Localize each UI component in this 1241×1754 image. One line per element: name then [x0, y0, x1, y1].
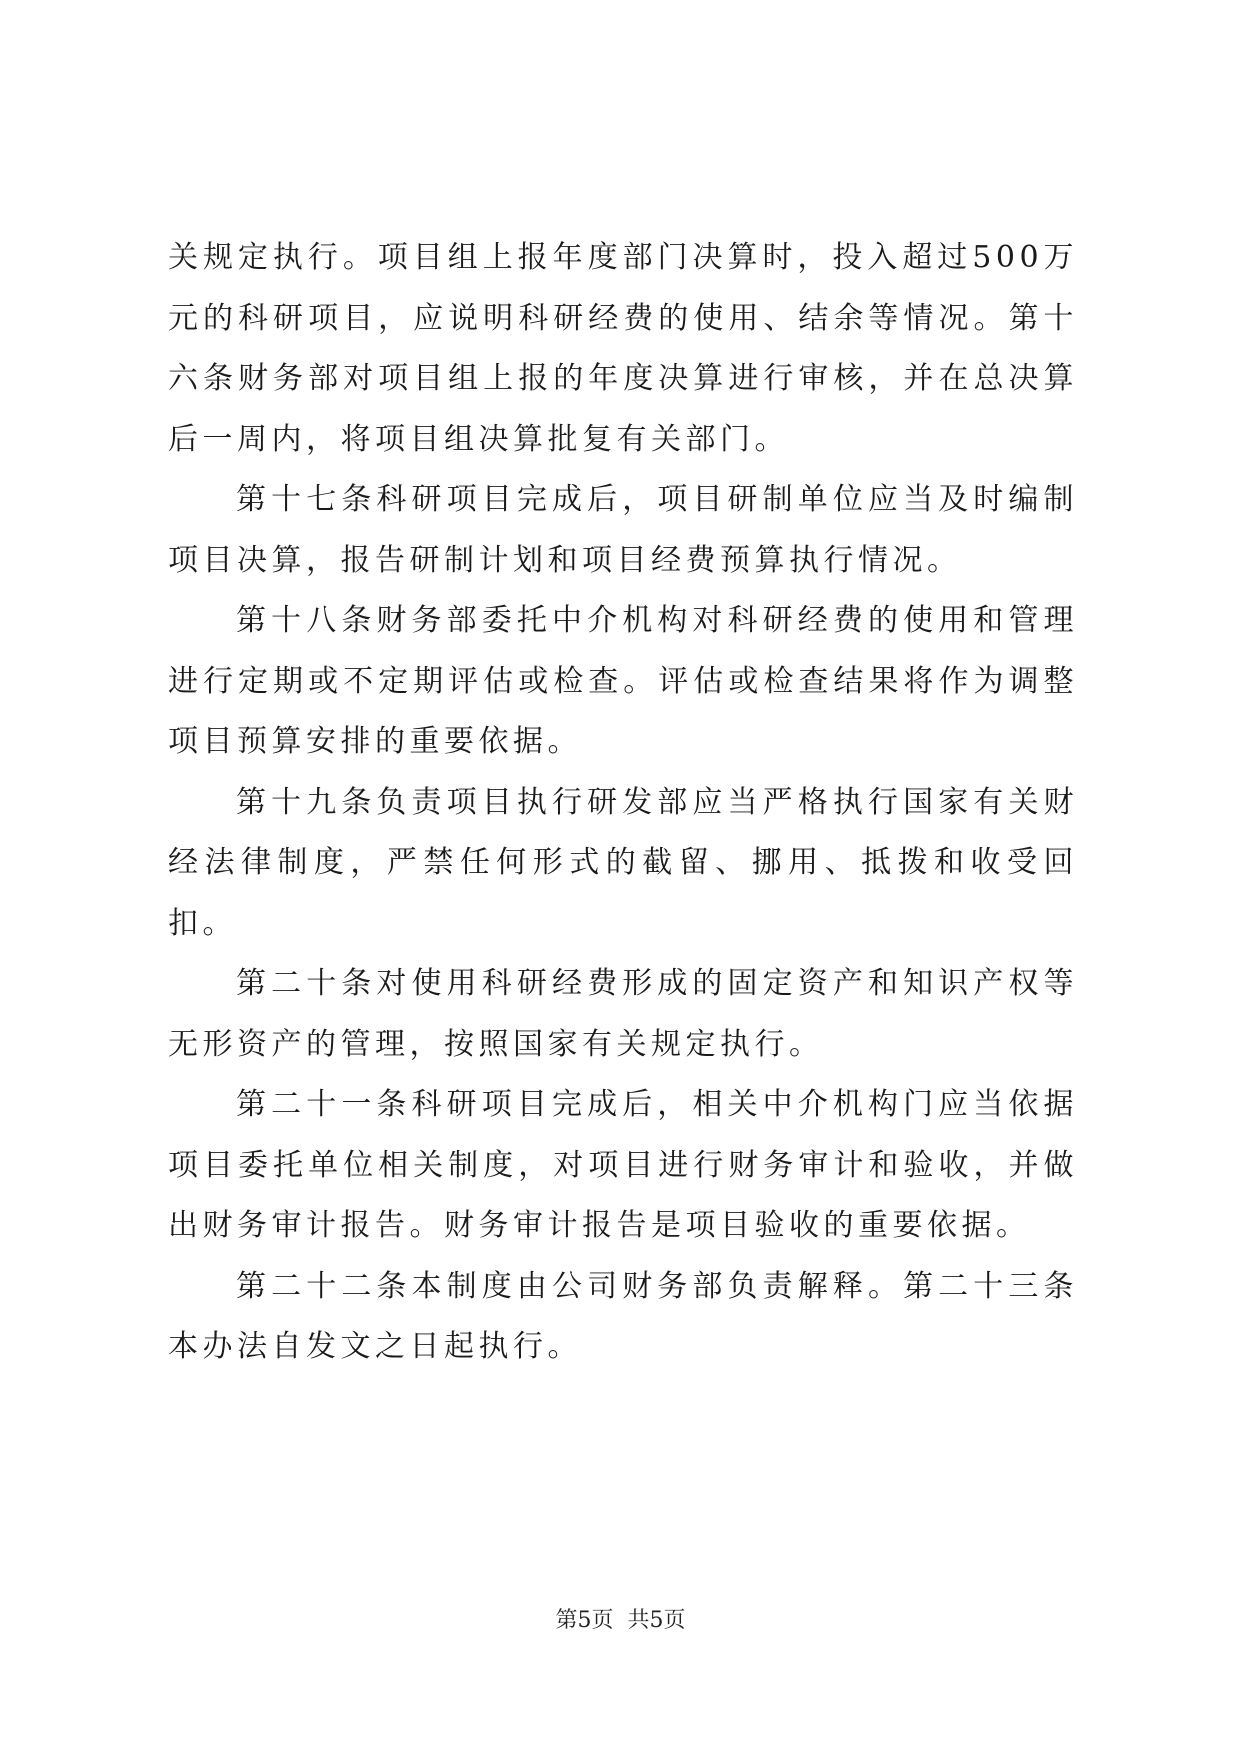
paragraph-2: 第十七条科研项目完成后，项目研制单位应当及时编制项目决算，报告研制计划和项目经费预算执行情况。 — [168, 482, 1078, 578]
paragraph-5: 第二十条对使用科研经费形成的固定资产和知识产权等无形资产的管理，按照国家有关规定执行。 — [168, 966, 1078, 1062]
paragraph-3: 第十八条财务部委托中介机构对科研经费的使用和管理进行定期或不定期评估或检查。评估或检查结果将作为调整项目预算安排的重要依据。 — [168, 603, 1078, 759]
paragraph-4: 第十九条负责项目执行研发部应当严格执行国家有关财经法律制度，严禁任何形式的截留、挪用、抵拨和收受回扣。 — [168, 784, 1078, 941]
paragraph-7: 第二十二条本制度由公司财务部负责解释。第二十三条本办法自发文之日起执行。 — [168, 1268, 1078, 1364]
paragraph-1: 关规定执行。项目组上报年度部门决算时，投入超过500万元的科研项目，应说明科研经费的使用、结余等情况。第十六条财务部对项目组上报的年度决算进行审核，并在总决算后一周内，将项目组决算批复有关部门。 — [168, 240, 1078, 457]
page-number: 第5页 — [555, 1608, 614, 1633]
paragraph-6: 第二十一条科研项目完成后，相关中介机构门应当依据项目委托单位相关制度，对项目进行财务审计和验收，并做出财务审计报告。财务审计报告是项目验收的重要依据。 — [168, 1087, 1078, 1243]
document-body — [168, 228, 1078, 1378]
page-total: 共5页 — [627, 1608, 686, 1633]
page-footer — [0, 1606, 1241, 1636]
